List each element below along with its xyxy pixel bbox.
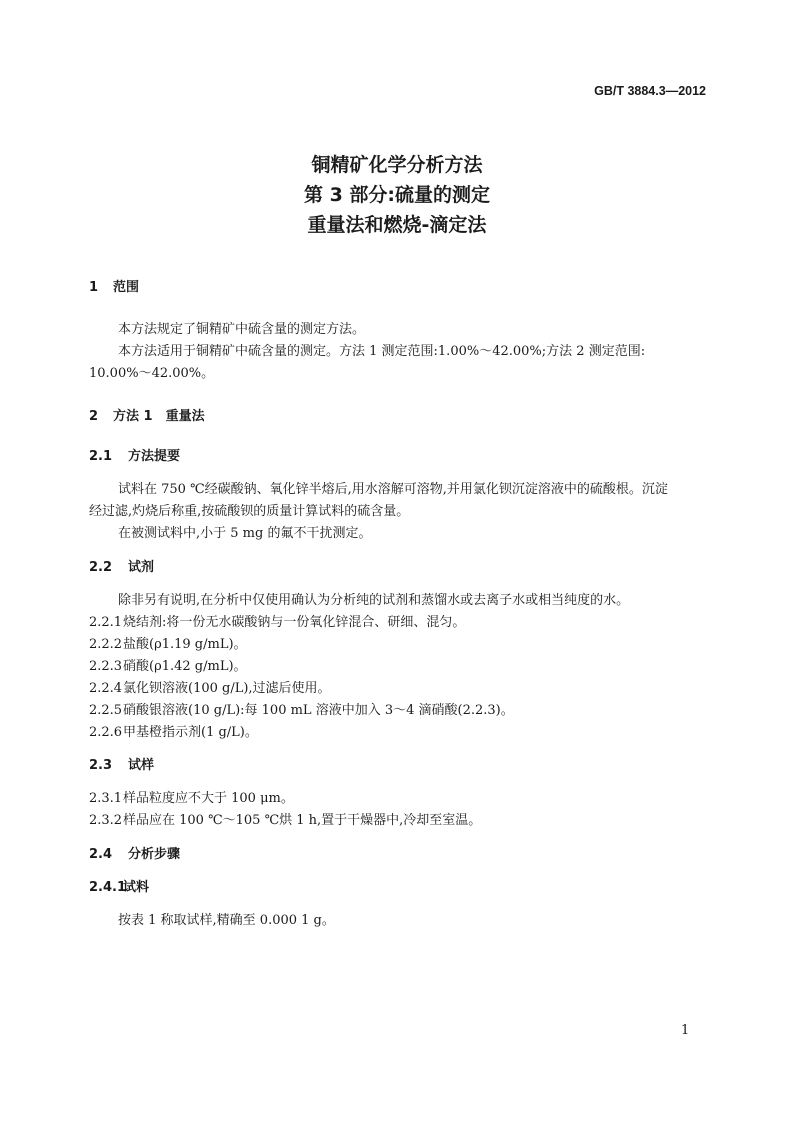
subsection-2-3-heading — [89, 754, 154, 773]
section-title: 分析步骤 — [128, 847, 181, 862]
paragraph: 在被测试料中,小于 5 mg 的氟不干扰测定。 — [118, 526, 372, 541]
item-text: 硝酸银溶液(10 g/L):每 100 mL 溶液中加入 3～4 滴硝酸(2.2.3)。 — [123, 703, 514, 718]
item-number: 2.2.2 — [89, 637, 123, 652]
title-line-1: 铜精矿化学分析方法 — [311, 154, 483, 176]
section-number: 2.2 — [89, 560, 113, 575]
subsection-2-4-1-heading — [89, 876, 149, 895]
item-number: 2.3.1 — [89, 791, 123, 806]
section-title: 方法 1 重量法 — [113, 409, 205, 424]
item-number: 2.2.3 — [89, 659, 123, 674]
section-title: 方法提要 — [128, 449, 181, 464]
list-item — [89, 611, 465, 630]
paragraph: 按表 1 称取试样,精确至 0.000 1 g。 — [118, 913, 335, 928]
section-number: 1 — [89, 280, 99, 295]
list-item — [89, 699, 514, 718]
item-text: 样品应在 100 ℃～105 ℃烘 1 h,置于干燥器中,冷却至室温。 — [123, 813, 482, 828]
list-item — [89, 633, 247, 652]
item-number: 2.2.1 — [89, 615, 123, 630]
list-item — [89, 787, 294, 806]
item-text: 甲基橙指示剂(1 g/L)。 — [123, 725, 258, 740]
section-number: 2.4.1 — [89, 880, 127, 895]
page-number: 1 — [681, 1023, 690, 1038]
section-title: 试样 — [128, 758, 155, 773]
item-number: 2.2.6 — [89, 725, 123, 740]
item-text: 盐酸(ρ1.19 g/mL)。 — [123, 637, 247, 652]
standard-code: GB/T 3884.3—2012 — [594, 84, 706, 98]
paragraph: 本方法适用于铜精矿中硫含量的测定。方法 1 测定范围:1.00%～42.00%;方法 2 测定范围: — [118, 344, 646, 359]
paragraph-continuation: 经过滤,灼烧后称重,按硫酸钡的质量计算试料的硫含量。 — [89, 504, 410, 519]
item-text: 硝酸(ρ1.42 g/mL)。 — [123, 659, 247, 674]
list-item — [89, 677, 331, 696]
section-number: 2.3 — [89, 758, 113, 773]
paragraph: 本方法规定了铜精矿中硫含量的测定方法。 — [118, 322, 366, 337]
section-1-heading — [89, 276, 139, 295]
list-item — [89, 655, 247, 674]
section-2-heading — [89, 405, 205, 424]
section-title: 试剂 — [128, 560, 155, 575]
section-title: 范围 — [113, 280, 140, 295]
subsection-2-1-heading — [89, 445, 180, 464]
title-line-2: 第 3 部分:硫量的测定 — [303, 184, 491, 206]
item-text: 样品粒度应不大于 100 μm。 — [123, 791, 294, 806]
subsection-2-2-heading — [89, 556, 154, 575]
paragraph-continuation: 10.00%～42.00%。 — [89, 366, 215, 381]
item-text: 氯化钡溶液(100 g/L),过滤后使用。 — [123, 681, 331, 696]
item-text: 烧结剂:将一份无水碳酸钠与一份氧化锌混合、研细、混匀。 — [123, 615, 466, 630]
title-line-3: 重量法和燃烧-滴定法 — [307, 214, 487, 236]
list-item — [89, 721, 258, 740]
item-number: 2.3.2 — [89, 813, 123, 828]
paragraph: 试料在 750 ℃经碳酸钠、氧化锌半熔后,用水溶解可溶物,并用氯化钡沉淀溶液中的硫酸根。沉淀 — [118, 482, 668, 497]
section-title: 试料 — [123, 880, 150, 895]
section-number: 2 — [89, 409, 99, 424]
section-number: 2.4 — [89, 847, 113, 862]
section-number: 2.1 — [89, 449, 113, 464]
item-number: 2.2.5 — [89, 703, 123, 718]
list-item — [89, 809, 481, 828]
item-number: 2.2.4 — [89, 681, 123, 696]
subsection-2-4-heading — [89, 843, 180, 862]
paragraph: 除非另有说明,在分析中仅使用确认为分析纯的试剂和蒸馏水或去离子水或相当纯度的水。 — [118, 593, 630, 608]
